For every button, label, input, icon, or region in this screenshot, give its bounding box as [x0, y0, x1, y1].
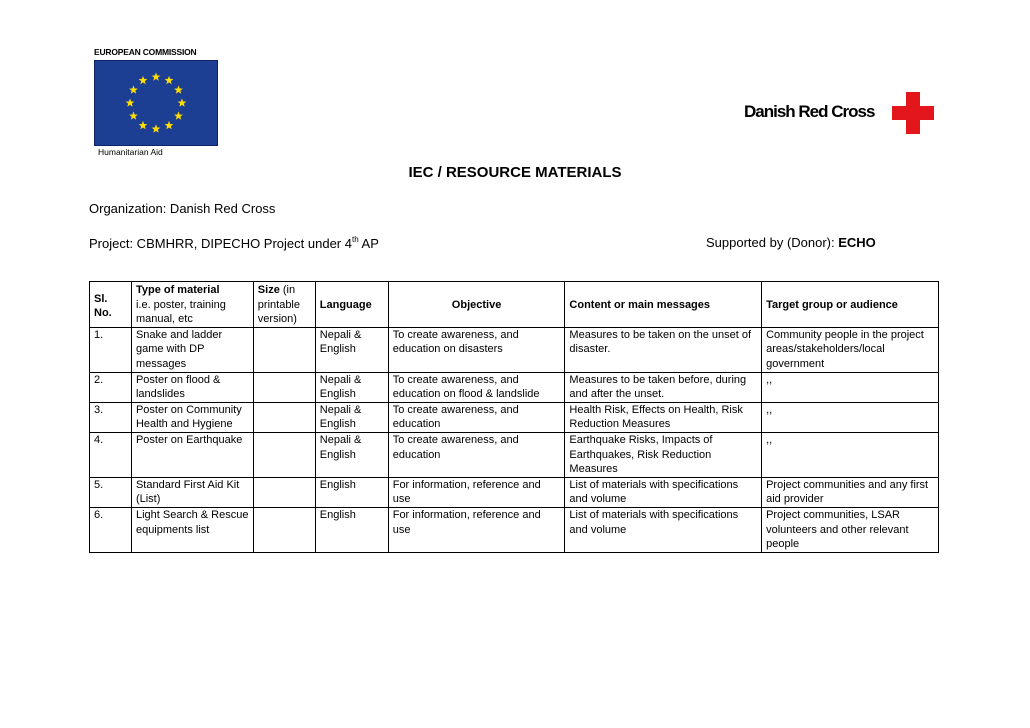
row-content: Health Risk, Effects on Health, Risk Reduction Measures — [565, 402, 762, 432]
row-size — [253, 477, 315, 507]
ec-logo-subtitle: Humanitarian Aid — [98, 147, 163, 157]
document-title: IEC / RESOURCE MATERIALS — [408, 164, 622, 181]
row-language: Nepali & English — [315, 432, 388, 477]
donor-label: Supported by (Donor): — [706, 235, 839, 250]
eu-star-icon — [126, 98, 135, 106]
row-sl: 4. — [90, 432, 132, 477]
row-size — [253, 327, 315, 372]
header-target-group: Target group or audience — [762, 282, 939, 328]
row-language: Nepali & English — [315, 372, 388, 402]
row-type: Snake and ladder game with DP messages — [131, 327, 253, 372]
header-size — [253, 282, 315, 328]
row-sl: 3. — [90, 402, 132, 432]
eu-star-icon — [129, 111, 138, 119]
project-line — [89, 235, 379, 251]
eu-star-icon — [165, 121, 174, 129]
table-header-row — [90, 282, 939, 328]
eu-star-icon — [139, 76, 148, 84]
row-objective: To create awareness, and education on disasters — [388, 327, 565, 372]
header-type-of-material — [131, 282, 253, 328]
project-superscript: th — [351, 235, 359, 244]
eu-flag-icon — [94, 60, 218, 146]
row-content: Earthquake Risks, Impacts of Earthquakes, Risk Reduction Measures — [565, 432, 762, 477]
ec-logo-title: EUROPEAN COMMISSION — [94, 47, 197, 57]
donor-value: ECHO — [838, 235, 876, 250]
row-sl: 6. — [90, 507, 132, 552]
row-type: Poster on flood & landslides — [131, 372, 253, 402]
row-size — [253, 402, 315, 432]
row-size — [253, 507, 315, 552]
row-target: ,, — [762, 402, 939, 432]
row-language: English — [315, 477, 388, 507]
row-target: Community people in the project areas/stakeholders/local government — [762, 327, 939, 372]
row-objective: To create awareness, and education — [388, 402, 565, 432]
row-size — [253, 432, 315, 477]
row-target: ,, — [762, 372, 939, 402]
header-content: Content or main messages — [565, 282, 762, 328]
row-objective: For information, reference and use — [388, 477, 565, 507]
table-row — [90, 327, 939, 372]
row-language: Nepali & English — [315, 327, 388, 372]
row-content: List of materials with specifications and volume — [565, 477, 762, 507]
row-objective: To create awareness, and education on flood & landslide — [388, 372, 565, 402]
row-language: Nepali & English — [315, 402, 388, 432]
row-type: Poster on Earthquake — [131, 432, 253, 477]
row-sl: 5. — [90, 477, 132, 507]
eu-star-icon — [174, 111, 183, 119]
row-type: Light Search & Rescue equipments list — [131, 507, 253, 552]
table-row — [90, 402, 939, 432]
row-content: Measures to be taken before, during and after the unset. — [565, 372, 762, 402]
red-cross-icon — [892, 92, 934, 134]
row-content: Measures to be taken on the unset of disaster. — [565, 327, 762, 372]
header-type-normal: i.e. poster, training manual, etc — [135, 298, 226, 326]
eu-star-icon — [174, 85, 183, 93]
table-row — [90, 477, 939, 507]
row-objective: To create awareness, and education — [388, 432, 565, 477]
row-sl: 2. — [90, 372, 132, 402]
header-type-bold: Type of material — [135, 284, 220, 296]
row-type: Standard First Aid Kit (List) — [131, 477, 253, 507]
organization-line: Organization: Danish Red Cross — [89, 201, 276, 216]
european-commission-logo — [90, 44, 218, 162]
project-suffix: AP — [358, 236, 379, 251]
header-size-normal: (in printable version) — [257, 284, 300, 326]
eu-star-icon — [178, 98, 187, 106]
header-sl-no: Sl. No. — [90, 282, 132, 328]
row-target: Project communities, LSAR volunteers and other relevant people — [762, 507, 939, 552]
drc-logo-text: Danish Red Cross — [744, 102, 875, 121]
row-type: Poster on Community Health and Hygiene — [131, 402, 253, 432]
eu-star-icon — [139, 121, 148, 129]
row-content: List of materials with specifications and volume — [565, 507, 762, 552]
eu-star-icon — [129, 85, 138, 93]
row-language: English — [315, 507, 388, 552]
row-sl: 1. — [90, 327, 132, 372]
eu-star-icon — [165, 76, 174, 84]
table-row — [90, 507, 939, 552]
row-size — [253, 372, 315, 402]
eu-star-icon — [152, 72, 161, 80]
header-language: Language — [315, 282, 388, 328]
donor-line — [706, 235, 876, 250]
resource-materials-table — [89, 281, 939, 553]
eu-star-icon — [152, 124, 161, 132]
danish-red-cross-logo — [744, 92, 934, 134]
table-row — [90, 372, 939, 402]
row-objective: For information, reference and use — [388, 507, 565, 552]
table-row — [90, 432, 939, 477]
header-size-bold: Size — [257, 284, 280, 296]
project-prefix: Project: CBMHRR, DIPECHO Project under 4 — [89, 236, 352, 251]
row-target: ,, — [762, 432, 939, 477]
row-target: Project communities and any first aid provider — [762, 477, 939, 507]
header-objective: Objective — [388, 282, 565, 328]
